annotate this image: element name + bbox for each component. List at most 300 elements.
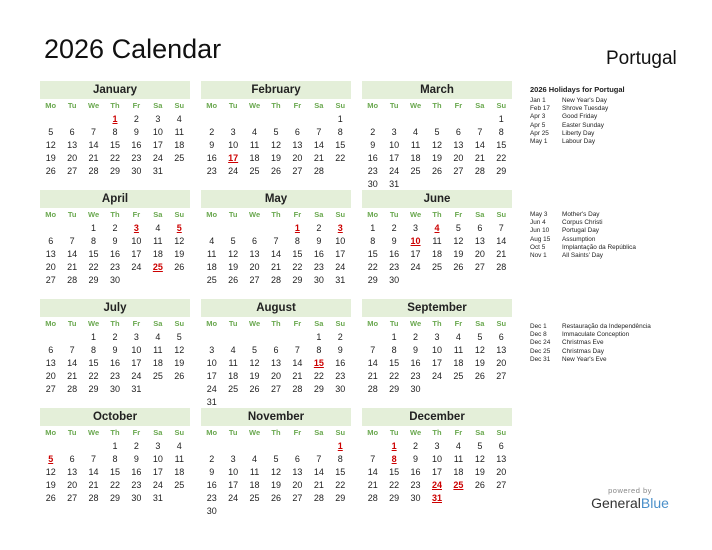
day-cell: 10 — [152, 127, 163, 137]
day-cell: 15 — [367, 249, 378, 259]
day-cell: 14 — [367, 358, 378, 368]
day-cell: 27 — [45, 275, 56, 285]
month-november — [201, 408, 351, 518]
weekday-row — [40, 317, 190, 331]
page-title: 2026 Calendar — [44, 34, 222, 64]
day-cell: 11 — [249, 467, 260, 477]
weekday-label: Mo — [206, 319, 218, 328]
weekday-label: Th — [271, 210, 281, 219]
weekday-label: Mo — [45, 210, 57, 219]
day-cell: 16 — [367, 153, 378, 163]
day-cell: 6 — [294, 454, 300, 464]
day-cell: 19 — [249, 371, 260, 381]
day-cell: 8 — [112, 454, 118, 464]
day-cell: 21 — [313, 480, 324, 490]
day-cell: 28 — [313, 493, 324, 503]
holiday-day: 25 — [152, 262, 163, 272]
day-cell: 4 — [252, 454, 258, 464]
day-cell: 9 — [112, 345, 118, 355]
weekday-row — [40, 426, 190, 440]
day-cell: 19 — [45, 153, 56, 163]
powered-by-text: powered by — [608, 486, 652, 495]
day-cell: 2 — [370, 127, 376, 137]
holiday-day: 1 — [391, 441, 397, 451]
day-cell: 8 — [112, 127, 118, 137]
holiday-name: Restauração da Independência — [562, 323, 651, 330]
holiday-name: New Year's Day — [562, 97, 607, 104]
day-cell: 6 — [48, 345, 54, 355]
day-cell: 7 — [370, 454, 376, 464]
day-grid — [40, 113, 190, 178]
day-cell: 27 — [270, 384, 281, 394]
weekday-label: Sa — [314, 101, 324, 110]
day-cell: 4 — [176, 441, 182, 451]
weekday-label: Fr — [293, 319, 302, 328]
holiday-name: Christmas Eve — [562, 339, 604, 347]
day-cell: 24 — [389, 166, 400, 176]
day-cell: 21 — [88, 480, 99, 490]
day-cell: 15 — [88, 249, 99, 259]
day-cell: 23 — [410, 371, 421, 381]
day-cell: 28 — [496, 262, 507, 272]
day-cell: 17 — [206, 371, 217, 381]
day-cell: 20 — [67, 153, 78, 163]
day-cell: 1 — [370, 223, 376, 233]
empty-day — [383, 113, 404, 126]
day-cell: 11 — [153, 345, 163, 355]
holiday-list-1 — [530, 85, 625, 146]
day-cell: 12 — [270, 140, 281, 150]
day-cell: 30 — [131, 166, 142, 176]
holiday-day: 15 — [313, 358, 324, 368]
weekday-label: Th — [432, 428, 442, 437]
holiday-day: 5 — [48, 454, 54, 464]
day-cell: 8 — [498, 127, 504, 137]
day-cell: 20 — [45, 262, 56, 272]
day-cell: 29 — [313, 384, 324, 394]
day-cell: 26 — [270, 166, 281, 176]
day-cell: 30 — [335, 384, 346, 394]
day-cell: 27 — [292, 493, 303, 503]
weekday-label: We — [410, 428, 422, 437]
day-cell: 22 — [335, 480, 346, 490]
empty-day — [40, 113, 61, 126]
day-cell: 5 — [477, 441, 483, 451]
weekday-label: Su — [174, 428, 185, 437]
month-header: July — [40, 299, 190, 317]
day-cell: 11 — [432, 236, 442, 246]
weekday-label: Fr — [454, 428, 463, 437]
day-cell: 1 — [91, 223, 97, 233]
day-cell: 6 — [477, 223, 483, 233]
day-cell: 11 — [249, 140, 260, 150]
empty-day — [222, 113, 243, 126]
weekday-label: Sa — [153, 319, 163, 328]
day-cell: 28 — [88, 166, 99, 176]
weekday-label: Su — [335, 210, 346, 219]
weekday-label: Th — [110, 319, 120, 328]
empty-day — [469, 113, 490, 126]
day-cell: 5 — [252, 345, 258, 355]
holiday-name: Christmas Day — [562, 347, 604, 355]
day-cell: 16 — [410, 358, 421, 368]
day-cell: 12 — [228, 249, 239, 259]
day-cell: 23 — [206, 166, 217, 176]
day-cell: 31 — [152, 493, 163, 503]
weekday-label: Tu — [389, 210, 399, 219]
weekday-label: Su — [496, 428, 507, 437]
day-cell: 13 — [270, 358, 281, 368]
day-cell: 24 — [410, 262, 421, 272]
day-cell: 11 — [153, 236, 163, 246]
day-cell: 5 — [455, 223, 461, 233]
holiday-row — [530, 348, 651, 356]
holiday-name: Portugal Day — [562, 227, 599, 235]
day-cell: 24 — [152, 480, 163, 490]
empty-day — [405, 113, 426, 126]
empty-day — [201, 331, 222, 344]
day-cell: 22 — [292, 262, 303, 272]
day-cell: 20 — [453, 153, 464, 163]
day-cell: 25 — [206, 275, 217, 285]
empty-day — [40, 440, 61, 453]
month-header: December — [362, 408, 512, 426]
day-cell: 20 — [292, 153, 303, 163]
weekday-label: Sa — [153, 210, 163, 219]
day-cell: 24 — [431, 371, 442, 381]
day-cell: 3 — [230, 127, 236, 137]
day-grid — [40, 222, 190, 287]
weekday-label: Th — [271, 101, 281, 110]
day-cell: 15 — [292, 249, 303, 259]
holiday-date: Dec 25 — [530, 347, 551, 355]
holiday-name: Assumption — [562, 235, 596, 243]
day-cell: 2 — [413, 441, 419, 451]
day-cell: 27 — [45, 384, 56, 394]
weekday-label: Sa — [475, 101, 485, 110]
day-cell: 13 — [496, 454, 507, 464]
day-cell: 31 — [389, 179, 400, 189]
day-cell: 28 — [67, 384, 78, 394]
day-cell: 29 — [88, 275, 99, 285]
day-cell: 30 — [389, 275, 400, 285]
holiday-date: May 3 — [530, 211, 548, 218]
empty-day — [201, 113, 222, 126]
day-cell: 29 — [109, 493, 120, 503]
holiday-name: Immaculate Conception — [562, 331, 630, 339]
empty-day — [287, 113, 308, 126]
day-cell: 27 — [474, 262, 485, 272]
empty-day — [265, 440, 286, 453]
day-cell: 21 — [88, 153, 99, 163]
weekday-label: We — [249, 210, 261, 219]
day-cell: 11 — [174, 127, 184, 137]
day-cell: 7 — [273, 236, 279, 246]
day-cell: 28 — [67, 275, 78, 285]
empty-day — [83, 113, 104, 126]
weekday-label: Tu — [67, 428, 77, 437]
day-cell: 18 — [431, 249, 442, 259]
holiday-day: 4 — [434, 223, 440, 233]
day-cell: 22 — [335, 153, 346, 163]
day-cell: 4 — [230, 345, 236, 355]
day-cell: 19 — [174, 358, 185, 368]
day-cell: 6 — [252, 236, 258, 246]
day-cell: 3 — [391, 127, 397, 137]
month-header: April — [40, 190, 190, 208]
day-cell: 7 — [316, 127, 322, 137]
weekday-label: Fr — [132, 319, 141, 328]
day-cell: 21 — [270, 262, 281, 272]
day-cell: 19 — [174, 249, 185, 259]
weekday-label: Su — [496, 319, 507, 328]
holiday-day: 25 — [453, 480, 464, 490]
holiday-row — [530, 97, 625, 105]
weekday-label: Tu — [228, 428, 238, 437]
day-cell: 15 — [335, 467, 346, 477]
holiday-row — [530, 339, 651, 347]
day-cell: 17 — [228, 480, 239, 490]
day-cell: 24 — [152, 153, 163, 163]
holiday-date: Jan 1 — [530, 97, 546, 104]
holiday-day: 3 — [337, 223, 343, 233]
weekday-label: We — [88, 101, 100, 110]
holiday-name: Mother's Day — [562, 211, 600, 218]
holiday-date: Nov 1 — [530, 251, 547, 259]
holiday-row — [530, 356, 651, 364]
weekday-label: We — [88, 319, 100, 328]
day-grid — [40, 440, 190, 505]
day-cell: 22 — [496, 153, 507, 163]
weekday-label: Tu — [389, 319, 399, 328]
day-cell: 2 — [133, 114, 139, 124]
brand-name — [588, 495, 672, 511]
day-cell: 27 — [67, 493, 78, 503]
weekday-row — [201, 426, 351, 440]
weekday-label: Th — [271, 319, 281, 328]
weekday-label: Fr — [454, 319, 463, 328]
day-cell: 13 — [45, 249, 56, 259]
empty-day — [61, 331, 82, 344]
weekday-label: Su — [335, 319, 346, 328]
day-cell: 15 — [88, 358, 99, 368]
day-cell: 5 — [230, 236, 236, 246]
day-cell: 17 — [410, 249, 421, 259]
holiday-row — [530, 105, 625, 113]
day-cell: 17 — [152, 467, 163, 477]
day-cell: 20 — [45, 371, 56, 381]
empty-day — [61, 440, 82, 453]
day-cell: 25 — [152, 371, 163, 381]
holiday-day: 24 — [431, 480, 442, 490]
holiday-day: 5 — [176, 223, 182, 233]
weekday-label: Mo — [367, 210, 379, 219]
day-cell: 24 — [131, 262, 142, 272]
day-cell: 4 — [455, 441, 461, 451]
day-cell: 2 — [112, 223, 118, 233]
holiday-date: Jun 4 — [530, 219, 546, 227]
day-cell: 14 — [313, 467, 324, 477]
empty-day — [40, 222, 61, 235]
day-cell: 3 — [434, 332, 440, 342]
month-march — [362, 81, 512, 191]
holiday-date: May 1 — [530, 137, 548, 145]
day-cell: 10 — [228, 467, 239, 477]
day-cell: 18 — [228, 371, 239, 381]
day-cell: 6 — [273, 345, 279, 355]
day-cell: 8 — [91, 345, 97, 355]
day-cell: 14 — [88, 467, 99, 477]
day-cell: 16 — [109, 249, 120, 259]
weekday-label: Tu — [228, 210, 238, 219]
day-cell: 6 — [69, 454, 75, 464]
holiday-date: Apr 25 — [530, 129, 549, 137]
day-cell: 18 — [249, 153, 260, 163]
weekday-label: Th — [110, 428, 120, 437]
day-cell: 13 — [496, 345, 507, 355]
day-cell: 18 — [206, 262, 217, 272]
day-cell: 26 — [474, 371, 485, 381]
day-cell: 7 — [91, 454, 97, 464]
weekday-label: Tu — [389, 428, 399, 437]
weekday-label: Tu — [67, 319, 77, 328]
weekday-label: Su — [174, 101, 185, 110]
weekday-label: Mo — [206, 210, 218, 219]
day-cell: 20 — [270, 371, 281, 381]
holiday-day: 3 — [133, 223, 139, 233]
day-cell: 23 — [131, 153, 142, 163]
empty-day — [308, 440, 329, 453]
month-october — [40, 408, 190, 505]
month-header: June — [362, 190, 512, 208]
holiday-name: Liberty Day — [562, 129, 595, 137]
day-cell: 18 — [453, 467, 464, 477]
day-grid — [362, 440, 512, 505]
day-cell: 10 — [431, 345, 442, 355]
day-cell: 15 — [109, 467, 120, 477]
day-cell: 27 — [496, 480, 507, 490]
day-cell: 18 — [174, 140, 185, 150]
day-cell: 12 — [474, 345, 485, 355]
day-grid — [362, 222, 512, 287]
day-cell: 22 — [109, 480, 120, 490]
weekday-label: Sa — [475, 319, 485, 328]
holiday-row — [530, 331, 651, 339]
day-cell: 18 — [152, 358, 163, 368]
day-cell: 28 — [474, 166, 485, 176]
weekday-row — [201, 208, 351, 222]
day-cell: 31 — [131, 384, 142, 394]
holiday-name: Labour Day — [562, 137, 596, 145]
month-december — [362, 408, 512, 505]
day-cell: 28 — [367, 493, 378, 503]
empty-day — [222, 222, 243, 235]
weekday-label: Mo — [206, 101, 218, 110]
day-cell: 13 — [67, 467, 78, 477]
day-cell: 26 — [228, 275, 239, 285]
day-cell: 26 — [174, 262, 185, 272]
day-cell: 23 — [206, 493, 217, 503]
day-cell: 30 — [109, 384, 120, 394]
weekday-label: Mo — [367, 319, 379, 328]
day-cell: 25 — [410, 166, 421, 176]
day-cell: 5 — [176, 332, 182, 342]
weekday-label: Sa — [475, 210, 485, 219]
weekday-label: Fr — [132, 428, 141, 437]
day-cell: 19 — [270, 480, 281, 490]
day-cell: 27 — [249, 275, 260, 285]
day-cell: 16 — [335, 358, 346, 368]
day-cell: 26 — [249, 384, 260, 394]
empty-day — [222, 440, 243, 453]
day-cell: 24 — [131, 371, 142, 381]
weekday-label: Mo — [367, 428, 379, 437]
holiday-row — [530, 211, 636, 219]
day-cell: 13 — [292, 140, 303, 150]
day-cell: 11 — [228, 358, 238, 368]
day-cell: 13 — [67, 140, 78, 150]
day-cell: 1 — [91, 332, 97, 342]
empty-day — [61, 113, 82, 126]
day-cell: 20 — [67, 480, 78, 490]
holiday-name: Easter Sunday — [562, 121, 604, 129]
day-cell: 2 — [391, 223, 397, 233]
empty-day — [448, 113, 469, 126]
day-cell: 21 — [67, 371, 78, 381]
day-cell: 3 — [230, 454, 236, 464]
holiday-date: Jun 10 — [530, 227, 550, 235]
empty-day — [426, 113, 447, 126]
day-cell: 17 — [131, 249, 142, 259]
holiday-list-3 — [530, 323, 651, 364]
day-cell: 17 — [152, 140, 163, 150]
day-cell: 14 — [67, 249, 78, 259]
empty-day — [308, 113, 329, 126]
day-cell: 8 — [337, 127, 343, 137]
day-cell: 27 — [67, 166, 78, 176]
day-cell: 24 — [335, 262, 346, 272]
holiday-row — [530, 244, 636, 252]
day-cell: 30 — [367, 179, 378, 189]
empty-day — [244, 440, 265, 453]
day-cell: 22 — [313, 371, 324, 381]
day-cell: 15 — [335, 140, 346, 150]
day-cell: 18 — [174, 467, 185, 477]
empty-day — [201, 440, 222, 453]
day-cell: 31 — [335, 275, 346, 285]
day-cell: 2 — [413, 332, 419, 342]
day-cell: 10 — [335, 236, 346, 246]
day-cell: 10 — [228, 140, 239, 150]
weekday-row — [201, 99, 351, 113]
day-cell: 16 — [131, 140, 142, 150]
day-cell: 9 — [337, 345, 343, 355]
day-cell: 15 — [389, 358, 400, 368]
weekday-label: Mo — [45, 319, 57, 328]
day-cell: 12 — [453, 236, 464, 246]
day-cell: 4 — [413, 127, 419, 137]
day-cell: 7 — [294, 345, 300, 355]
day-cell: 1 — [337, 114, 343, 124]
day-cell: 14 — [67, 358, 78, 368]
day-cell: 9 — [413, 454, 419, 464]
day-cell: 25 — [249, 493, 260, 503]
weekday-label: We — [249, 319, 261, 328]
day-cell: 30 — [410, 493, 421, 503]
empty-day — [222, 331, 243, 344]
holiday-day: 17 — [228, 153, 239, 163]
day-cell: 2 — [209, 127, 215, 137]
